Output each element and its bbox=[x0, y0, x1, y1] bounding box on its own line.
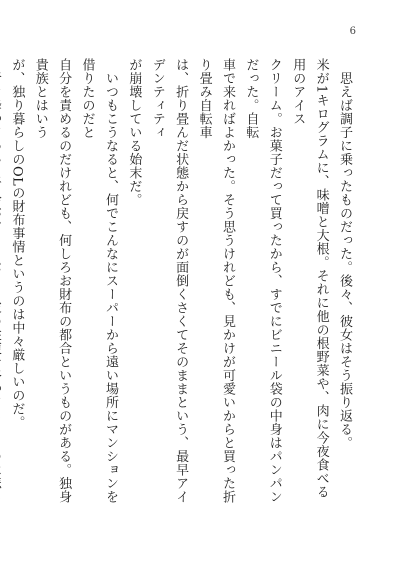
paragraph-3 bbox=[0, 58, 5, 510]
page-number: 6 bbox=[349, 26, 356, 37]
paragraph-1: 思えば調子に乗ったものだった。後々、彼女はそう振り返る。 米が1キログラムに、味噌と大根。それに他の根野菜や、肉に今夜食べる用のアイス クリーム。お菓子だって買ったから、すでにビニール袋の中身はパンパンだった。自転 車で来ればよかった。そう思うけれども、見かけが可愛いからと買った折り畳み自転車 は、折り畳んだ状態から戻すのが面倒くさくてそのままという、最早アイデンティティ が崩壊している始末だ。 bbox=[126, 58, 352, 504]
paragraph-2: いつもこうなると、何でこんなにスーパーから遠い場所にマンションを借りたのだと 自分を責めるのだけれども、何しろお財布の都合というものがある。独身貴族とはいう が、独り暮らしのOLの財布事情というのは中々厳しいのだ。 bbox=[9, 58, 118, 504]
body-text bbox=[9, 58, 356, 510]
